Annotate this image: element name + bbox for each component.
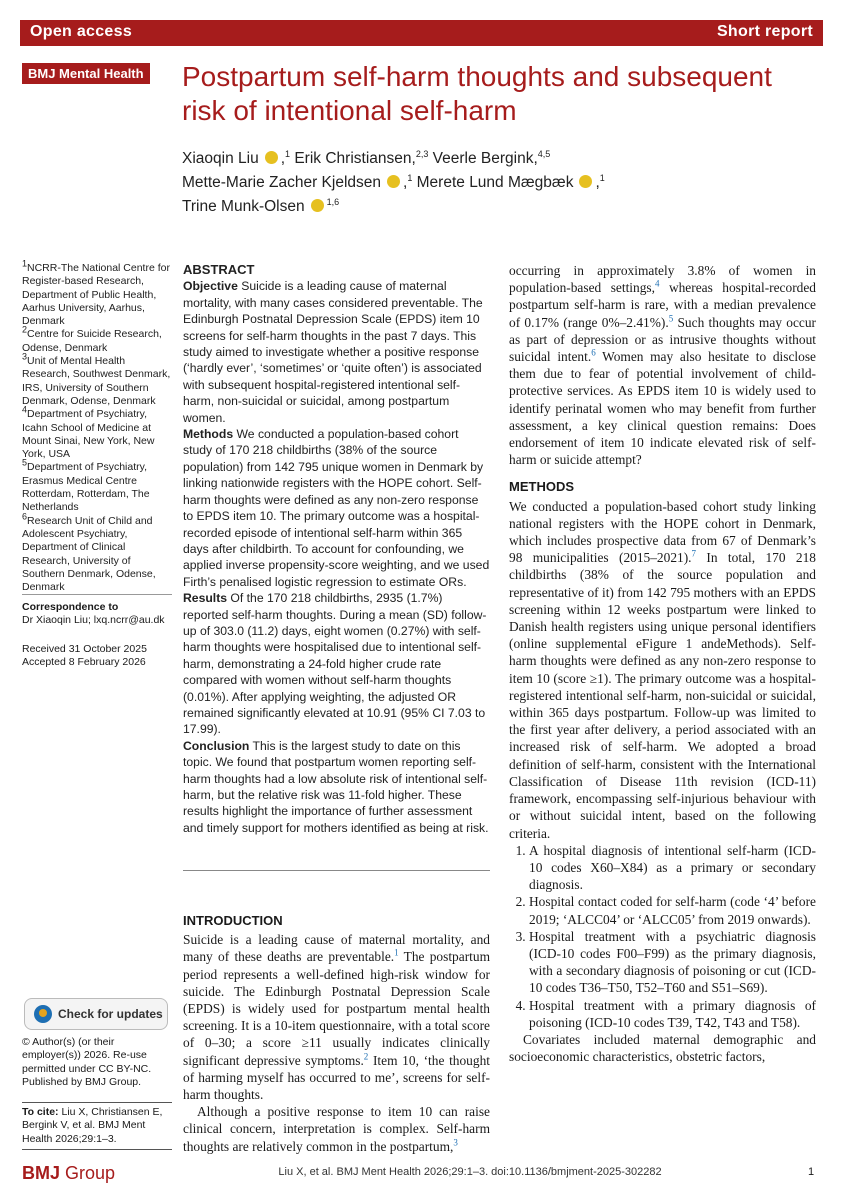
abstract-methods: Methods We conducted a population-based cohort study of 170 218 childbirths (38% of the source population) from 142 795 unique women in Denmark by linking nationwide registers with the HOPE cohort. Self-harm thoughts were defined as any non-zero response to EPDS item 10. The primary outcome was a hospital-recorded episode of intentional self-harm within 365 days after childbirth. To account for confounding, we applied inverse propensity-score weighting, and we used Firth’s penalised logistic regression to estimate ORs. — [183, 427, 490, 589]
orcid-icon[interactable] — [311, 199, 324, 212]
abstract-conclusion: Conclusion This is the largest study to date on this topic. We found that postpartum women reporting self-harm thoughts had a low absolute risk of intentional self-harm, but the relative risk was 11-fold higher. These results highlight the importance of further assessment and timely support for mothers identified as being at risk. — [183, 738, 489, 835]
article-title: Postpartum self-harm thoughts and subsequent risk of intentional self-harm — [182, 61, 772, 126]
affiliation-item: $^1$NCRR-The National Centre for Register-based Research, Department of Public Health, Aarhus University, Aarhus, Denmark — [22, 258, 170, 328]
introduction-heading: INTRODUCTION — [183, 913, 283, 928]
reference-link[interactable]: 1 — [394, 947, 399, 958]
reference-link[interactable]: 5 — [668, 313, 674, 324]
author-affil-ref: 1 — [599, 172, 605, 183]
author-name: Mette-Marie Zacher Kjeldsen — [182, 174, 381, 191]
list-item: 4. Hospital treatment with a primary diagnosis of poisoning (ICD-10 codes T39, T42, T43 and T58). — [529, 997, 816, 1031]
affiliation-item: $^3$Unit of Mental Health Research, Southwest Denmark, IRS, University of Southern Denmark, Odense, Denmark — [22, 351, 171, 407]
check-updates-label: Check for updates — [58, 1007, 163, 1021]
cite-label: To cite: — [22, 1106, 59, 1118]
copyright-notice: © Author(s) (or their employer(s)) 2026. Re-use permitted under CC BY-NC. Published by BMJ Group. — [22, 1036, 152, 1088]
reference-link[interactable]: 4 — [654, 278, 660, 289]
orcid-icon[interactable] — [265, 151, 278, 164]
author-affil-ref: 4,5 — [537, 148, 551, 159]
reference-link[interactable]: 6 — [591, 347, 596, 358]
author-affil-ref: 1 — [407, 172, 413, 183]
abstract-divider — [183, 870, 490, 871]
affiliations — [22, 258, 172, 594]
author-list: Xiaoqin Liu ,$^1$ Erik Christiansen,$^{2,3}$ Veerle Bergink,$^{4,5}$ Mette-Marie Zacher Kjeldsen ,$^1$ Merete Lund Mægbæk ,$^1$ Trine Munk-Olsen $^{1,6}$ — [182, 148, 605, 215]
affiliation-item: $^5$Department of Psychiatry, Erasmus Medical Centre Rotterdam, Rotterdam, The Netherlands — [22, 457, 150, 514]
correspondence-heading: Correspondence to — [22, 601, 119, 613]
journal-badge: BMJ Mental Health — [22, 63, 150, 84]
cite-text: Liu X, Christiansen E, Bergink V, et al. BMJ Ment Health 2026;29:1–3. — [22, 1106, 163, 1145]
author-affil-ref: 1,6 — [326, 196, 340, 207]
open-access-label: Open access — [30, 23, 133, 40]
page-number: 1 — [808, 1166, 815, 1178]
paragraph: occurring in approximately 3.8% of women in population-based settings,$^4$ whereas hospital-recorded postpartum self-harm is rare, with a median prevalence of 0.17% (range 0%–2.41%).$^5$ Such thoughts may occur as part of depression or as intrusive thoughts without suicidal intent.$^6$ Women may also hesitate to disclose them due to fear of potential involvement of child-protective services. As EPDS item 10 is widely used to identify perinatal women who may benefit from further assessment, a key clinical question remains: Does endorsement of item 10 indicate elevated risk of self-harm or suicide attempt? — [509, 263, 816, 468]
article-dates — [22, 643, 172, 670]
list-item: 3. Hospital treatment with a psychiatric diagnosis (ICD-10 codes F00–F99) as the primary diagnosis, with a secondary diagnosis of poisoning or cut (ICD-10 codes T36–T50, T52–T60 and S51–S69). — [529, 928, 816, 997]
author-affil-ref: 2,3 — [415, 148, 429, 159]
methods-heading: METHODS — [509, 479, 574, 495]
divider — [22, 594, 172, 595]
author-affil-ref: 1 — [285, 148, 291, 159]
article-type-label: Short report — [716, 23, 813, 40]
paragraph: Although a positive response to item 10 can raise clinical concern, interpretation is complex. Self-harm thoughts are relatively common in the postpartum,$^3$ — [183, 1104, 490, 1154]
abstract-results: Results Of the 170 218 childbirths, 2935 (1.7%) reported self-harm thoughts. During a mean (SD) follow-up of 303.0 (11.2) days, eight women (0.27%) with self-harm thoughts were hospitalised due to intentional self-harm, demonstrating a 24-fold higher crude rate compared with women without self-harm thoughts (0.01%). After applying weighting, the adjusted OR remained significantly elevated at 10.91 (95% CI 7.03 to 17.99). — [183, 591, 487, 737]
list-item: 1. A hospital diagnosis of intentional self-harm (ICD-10 codes X60–X84) as a primary or secondary diagnosis. — [529, 842, 816, 894]
top-banner — [20, 20, 823, 46]
affiliation-item: $^2$Centre for Suicide Research, Odense, Denmark — [22, 324, 162, 354]
check-updates-icon — [34, 1005, 52, 1023]
author-name: Xiaoqin Liu — [182, 150, 259, 167]
paragraph: Covariates included maternal demographic and socioeconomic characteristics, obstetric factors, — [509, 1031, 816, 1065]
author-name: Veerle Bergink, — [432, 150, 538, 167]
accepted-date: Accepted 8 February 2026 — [22, 656, 146, 669]
paragraph: We conducted a population-based cohort study linking national registers with the HOPE cohort in Denmark, which includes prospective data from 67 of Denmark’s 98 municipalities (2015–2021).$^7$ In total, 170 218 childbirths (38% of the source population and representative of it) from 142 795 mothers with an EPDS screening within 12 weeks postpartum were linked to Danish health registers using unique personal identifiers (online supplemental eFigure 1 andeMethods). Self-harm thoughts were defined as any non-zero response to item 10 (score ≥1). The primary outcome was a hospital-registered intentional self-harm, non-suicidal or suicidal, within 365 days postpartum. Follow-up was limited to the first year after delivery, a period associated with an increased risk of self-harm. We adopted a broad definition of self-harm, consistent with the International Classification of Disease 11th revision (ICD-11) framework, encompassing self-injurious behaviour with or without suicidal intent, based on the following criteria. — [509, 498, 816, 841]
abstract — [183, 262, 490, 836]
author-name: Merete Lund Mægbæk — [416, 174, 574, 191]
reference-link[interactable]: 3 — [453, 1137, 458, 1148]
affiliation-item: $^4$Department of Psychiatry, Icahn School of Medicine at Mount Sinai, New York, New York, USA — [22, 404, 155, 461]
check-for-updates-button[interactable] — [24, 998, 168, 1030]
reference-link[interactable]: 2 — [363, 1051, 369, 1062]
correspondence — [22, 601, 172, 628]
orcid-icon[interactable] — [387, 175, 400, 188]
affiliation-item: $^6$Research Unit of Child and Adolescent Psychiatry, Department of Clinical Research, University of Southern Denmark, Odense, Denmark — [22, 511, 156, 594]
author-name: Erik Christiansen, — [294, 150, 416, 167]
correspondence-text[interactable]: Dr Xiaoqin Liu; lxq.ncrr@au.dk — [22, 614, 165, 627]
received-date: Received 31 October 2025 — [22, 643, 147, 655]
right-column — [509, 262, 816, 1065]
cite-box — [22, 1102, 172, 1150]
list-item: 2. Hospital contact coded for self-harm (code ‘4’ before 2019; ‘ALCC04’ or ‘ALCC05’ from 2019 onwards). — [529, 893, 816, 927]
abstract-heading: ABSTRACT — [183, 262, 255, 277]
abstract-objective: Objective Suicide is a leading cause of maternal mortality, with many cases considered preventable. The Edinburgh Postnatal Depression Scale (EPDS) item 10 screens for self-harm thoughts in the past 7 days. This study aimed to investigate whether a positive response (‘hardly ever’, ‘sometimes’ or ‘quite often’) is associated with subsequent hospital-registered intentional self-harm, non-suicidal or suicidal, among postpartum women. — [183, 279, 483, 425]
reference-link[interactable]: 7 — [691, 548, 697, 559]
orcid-icon[interactable] — [579, 175, 592, 188]
footer-citation: Liu X, et al. BMJ Ment Health 2026;29:1–3. doi:10.1136/bmjment-2025-302282 — [278, 1166, 662, 1178]
introduction-section — [183, 912, 490, 1155]
paragraph: Suicide is a leading cause of maternal mortality, and many of these deaths are preventable.$^1$ The postpartum period represents a well-defined high-risk window for suicide. The Edinburgh Postnatal Depression Scale (EPDS) is widely used for postpartum mental health screening. It is a 10-item questionnaire, with a total score of 0–30; a score ≥11 usually indicates clinically significant depressive symptoms.$^2$ Item 10, ‘the thought of harming myself has occurred to me’, screens for self-harm thoughts. — [183, 932, 490, 1103]
publisher-logo: BMJ Group — [22, 1163, 116, 1183]
criteria-list — [509, 842, 816, 1031]
author-name: Trine Munk-Olsen — [182, 198, 305, 215]
